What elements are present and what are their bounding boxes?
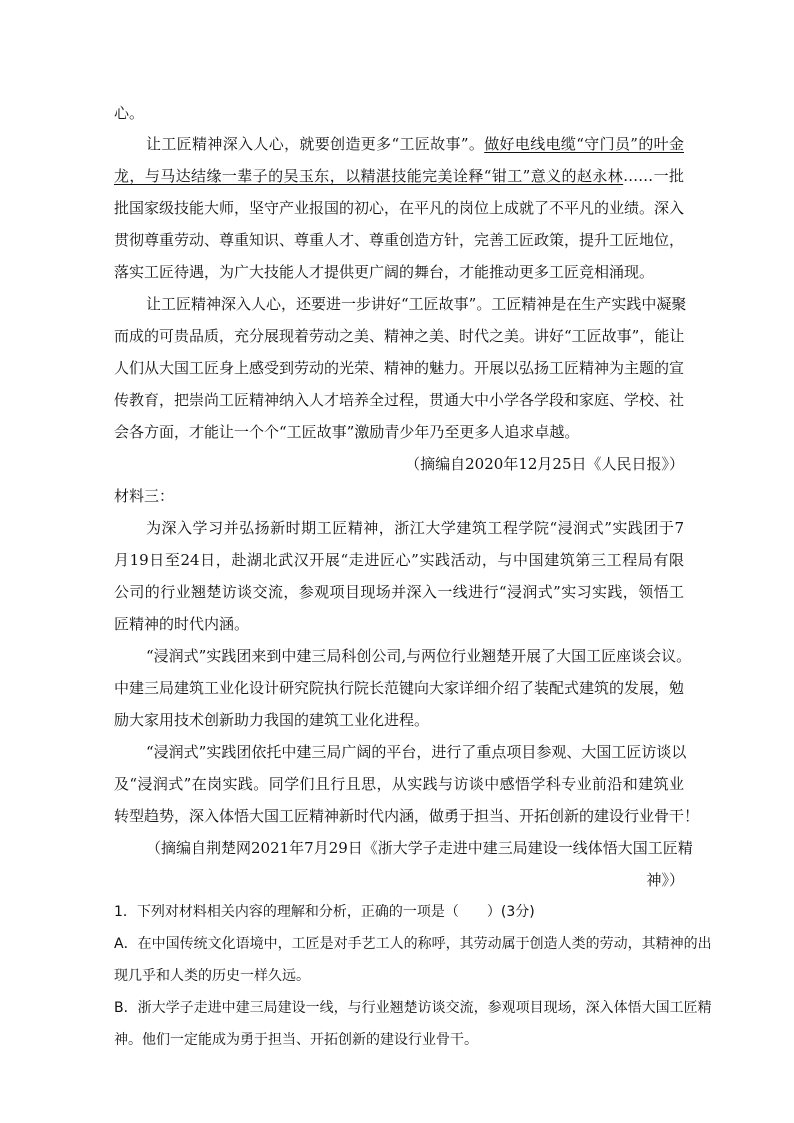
para2-line-3: 人们从大国工匠身上感受到劳动的光荣、精神的魅力。开展以弘扬工匠精神为主题的宣 — [114, 359, 685, 377]
material3-source-line-2: 神》） — [646, 871, 684, 889]
material3-p1-line-1: 为深入学习并弘扬新时期工匠精神，浙江大学建筑工程学院“浸润式”实践团于7 — [146, 519, 684, 537]
para2-line-4: 传教育，把崇尚工匠精神纳入人才培养全过程，贯通大中小学各学段和家庭、学校、社 — [114, 391, 685, 409]
para1-line-2 — [114, 166, 684, 186]
material3-p2-line-3: 励大家用技术创新助力我国的建筑工业化进程。 — [114, 711, 430, 729]
para1-line-2-text: ……一批 — [623, 167, 684, 185]
material3-p1-line-4: 匠精神的时代内涵。 — [114, 615, 250, 633]
material3-p3-line-1: “浸润式”实践团依托中建三局广阔的平台，进行了重点项目参观、大国工匠访谈以 — [146, 743, 687, 761]
material3-p3-line-3: 转型趋势，深入体悟大国工匠精神新时代内涵，做勇于担当、开拓创新的建设行业骨干！ — [114, 807, 700, 825]
para1-line-4: 贯彻尊重劳动、尊重知识、尊重人才、尊重创造方针，完善工匠政策，提升工匠地位， — [114, 231, 685, 249]
para2-line-1: 让工匠精神深入人心，还要进一步讲好“工匠故事”。工匠精神是在生产实践中凝聚 — [146, 295, 687, 313]
para2-line-5: 会各方面，才能让一个个“工匠故事”激励青少年乃至更多人追求卓越。 — [114, 423, 580, 441]
material3-p2-line-2: 中建三局建筑工业化设计研究院执行院长范键向大家详细介绍了装配式建筑的发展，勉 — [114, 679, 685, 697]
para1-line-1-underlined: 做好电线电缆“守门员”的叶金 — [484, 135, 685, 153]
para1-line-2-underlined: 龙，与马达结缘一辈子的吴玉东，以精湛技能完美诠释“钳工”意义的赵永林 — [114, 167, 624, 185]
material3-p2-line-1: “浸润式”实践团来到中建三局科创公司,与两位行业翘楚开展了大国工匠座谈会议。 — [146, 647, 692, 665]
material3-p1-line-3: 公司的行业翘楚访谈交流，参观项目现场并深入一线进行“浸润式”实习实践，领悟工 — [114, 583, 684, 601]
material3-heading: 材料三： — [114, 487, 175, 505]
material3-p3-line-2: 及“浸润式”在岗实践。同学们且行且思，从实践与访谈中感悟学科专业前沿和建筑业 — [114, 775, 684, 793]
question1-stem: 1．下列对材料相关内容的理解和分析，正确的一项是（ ）(3分) — [114, 904, 535, 920]
material3-p1-line-2: 月19日至24日，赴湖北武汉开展“走进匠心”实践活动，与中国建筑第三工程局有限 — [114, 551, 684, 569]
material3-source-line-1: （摘编自荆楚网2021年7月29日《浙大学子走进中建三局建设一线体悟大国工匠精 — [146, 839, 693, 857]
para1-line-3: 批国家级技能大师，坚守产业报国的初心，在平凡的岗位上成就了不平凡的业绩。深入 — [114, 199, 685, 217]
para1-line-1-text: 让工匠精神深入人心，就要创造更多“工匠故事”。 — [146, 135, 485, 153]
para1-line-0: 心。 — [114, 104, 145, 122]
para1-line-5: 落实工匠待遇，为广大技能人才提供更广阔的舞台，才能推动更多工匠竞相涌现。 — [114, 263, 655, 281]
para2-source: （摘编自2020年12月25日《人民日报》） — [405, 455, 684, 473]
para1-line-1 — [146, 134, 684, 154]
question1-option-b-line-2: 神。他们一定能成为勇于担当、开拓创新的建设行业骨干。 — [114, 1032, 478, 1048]
para2-line-2: 而成的可贵品质，充分展现着劳动之美、精神之美、时代之美。讲好“工匠故事”，能让 — [114, 327, 685, 345]
question1-option-a-line-2: 现几乎和人类的历史一样久远。 — [114, 968, 310, 984]
question1-option-b-line-1: B．浙大学子走进中建三局建设一线，与行业翘楚访谈交流，参观项目现场，深入体悟大国工匠精 — [114, 1000, 712, 1016]
question1-option-a-line-1: A．在中国传统文化语境中，工匠是对手艺工人的称呼，其劳动属于创造人类的劳动，其精神的出 — [114, 936, 712, 952]
